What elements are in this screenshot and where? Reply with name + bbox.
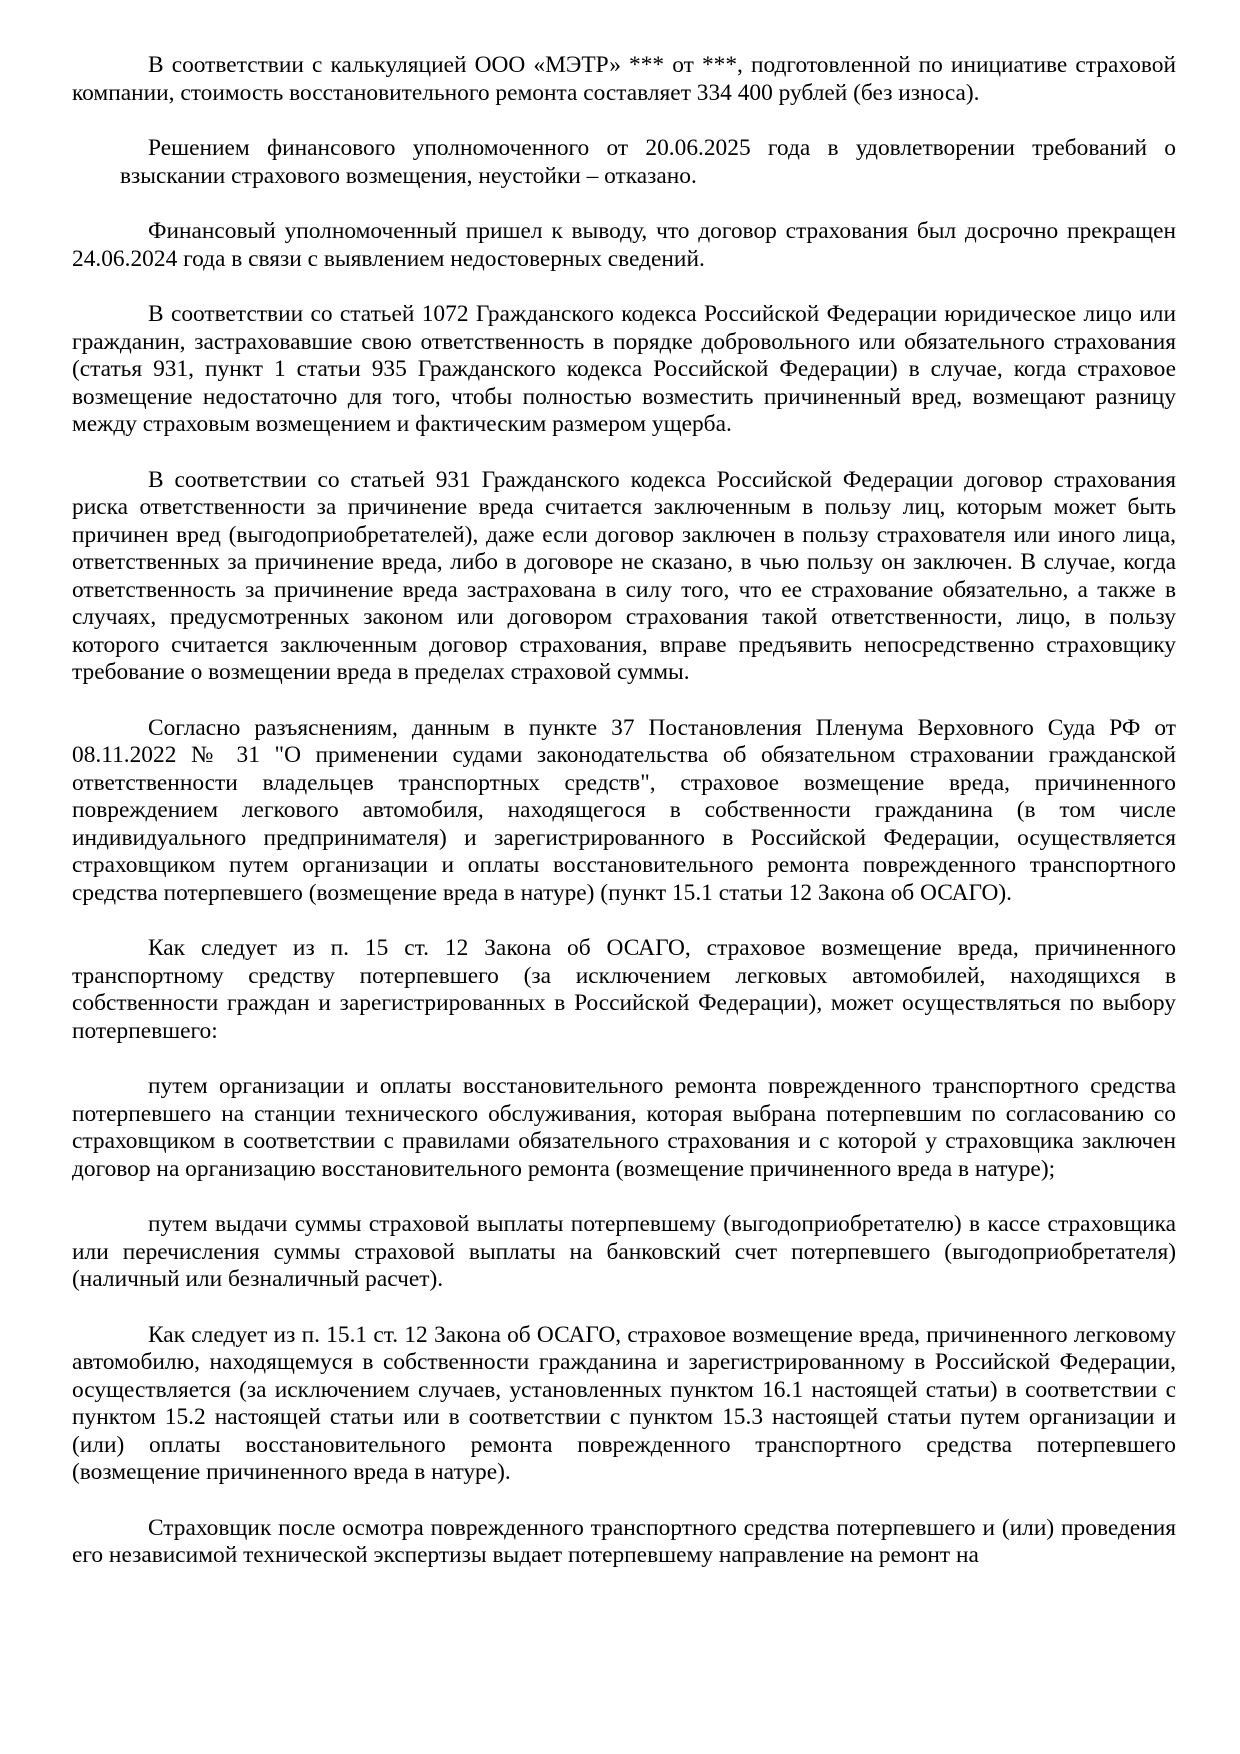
paragraph-option-repair: путем организации и оплаты восстановительного ремонта поврежденного транспортного средства потерпевшего на станции технического обслуживания, которая выбрана потерпевшим по согласованию со страховщиком в соответствии с правилами обязательного страхования и с которой у страховщика заключен договор на организацию восстановительного ремонта (возмещение причиненного вреда в натуре); — [72, 1073, 1176, 1182]
paragraph-calculation: В соответствии с калькуляцией ООО «МЭТР» *** от ***, подготовленной по инициативе страховой компании, стоимость восстановительного ремонта составляет 334 400 рублей (без износа). — [72, 52, 1176, 106]
paragraph-article-1072: В соответствии со статьей 1072 Гражданского кодекса Российской Федерации юридическое лицо или гражданин, застраховавшие свою ответственность в порядке добровольного или обязательного страхования (статья 931, пункт 1 статьи 935 Гражданского кодекса Российской Федерации) в случае, когда страховое возмещение недостаточно для того, чтобы полностью возместить причиненный вред, возмещают разницу между страховым возмещением и фактическим размером ущерба. — [72, 301, 1176, 437]
paragraph-ombudsman-conclusion: Финансовый уполномоченный пришел к выводу, что договор страхования был досрочно прекращен 24.06.2024 года в связи с выявлением недостоверных сведений. — [72, 218, 1176, 272]
paragraph-ombudsman-decision-line1: Решением финансового уполномоченного от 20.06.2025 года в удовлетворении требований — [148, 135, 1148, 161]
paragraph-plenum-clarification: Согласно разъяснениям, данным в пункте 37 Постановления Пленума Верховного Суда РФ от 08.11.2022 № 31 "О применении судами законодательства об обязательном страховании гражданской ответственности владельцев транспортных средств", страховое возмещение вреда, причиненного повреждением легкового автомобиля, находящегося в собственности гражданина (в том числе индивидуального предпринимателя) и зарегистрированного в Российской Федерации, осуществляется страховщиком путем организации и оплаты восстановительного ремонта поврежденного транспортного средства потерпевшего (возмещение вреда в натуре) (пункт 15.1 статьи 12 Закона об ОСАГО). — [72, 714, 1176, 906]
paragraph-ombudsman-decision — [72, 135, 1176, 190]
paragraph-option-payment: путем выдачи суммы страховой выплаты потерпевшему (выгодоприобретателю) в кассе страховщика или перечисления суммы страховой выплаты на банковский счет потерпевшего (выгодоприобретателя) (наличный или безналичный расчет). — [72, 1211, 1176, 1292]
paragraph-ombudsman-decision-line2: о взыскании страхового возмещения, неустойки – отказано. — [120, 135, 1176, 189]
paragraph-osago-item-15: Как следует из п. 15 ст. 12 Закона об ОСАГО, страховое возмещение вреда, причиненного транспортному средству потерпевшего (за исключением легковых автомобилей, находящихся в собственности граждан и зарегистрированных в Российской Федерации), может осуществляться по выбору потерпевшего: — [72, 935, 1176, 1044]
document-page — [72, 52, 1176, 1570]
paragraph-article-931: В соответствии со статьей 931 Гражданского кодекса Российской Федерации договор страхования риска ответственности за причинение вреда считается заключенным в пользу лиц, которым может быть причинен вред (выгодоприобретателей), даже если договор заключен в пользу страхователя или иного лица, ответственных за причинение вреда, либо в договоре не сказано, в чью пользу он заключен. В случае, когда ответственность за причинение вреда застрахована в силу того, что ее страхование обязательно, а также в случаях, предусмотренных законом или договором страхования такой ответственности, лицо, в пользу которого считается заключенным договор страхования, вправе предъявить непосредственно страховщику требование о возмещении вреда в пределах страховой суммы. — [72, 466, 1176, 685]
paragraph-insurer-inspection: Страховщик после осмотра поврежденного транспортного средства потерпевшего и (или) проведения его независимой технической экспертизы выдает потерпевшему направление на ремонт на — [72, 1514, 1176, 1568]
paragraph-osago-item-15-1: Как следует из п. 15.1 ст. 12 Закона об ОСАГО, страховое возмещение вреда, причиненного легковому автомобилю, находящемуся в собственности гражданина и зарегистрированному в Российской Федерации, осуществляется (за исключением случаев, установленных пунктом 16.1 настоящей статьи) в соответствии с пунктом 15.2 настоящей статьи или в соответствии с пунктом 15.3 настоящей статьи путем организации и (или) оплаты восстановительного ремонта поврежденного транспортного средства потерпевшего (возмещение причиненного вреда в натуре). — [72, 1321, 1176, 1485]
